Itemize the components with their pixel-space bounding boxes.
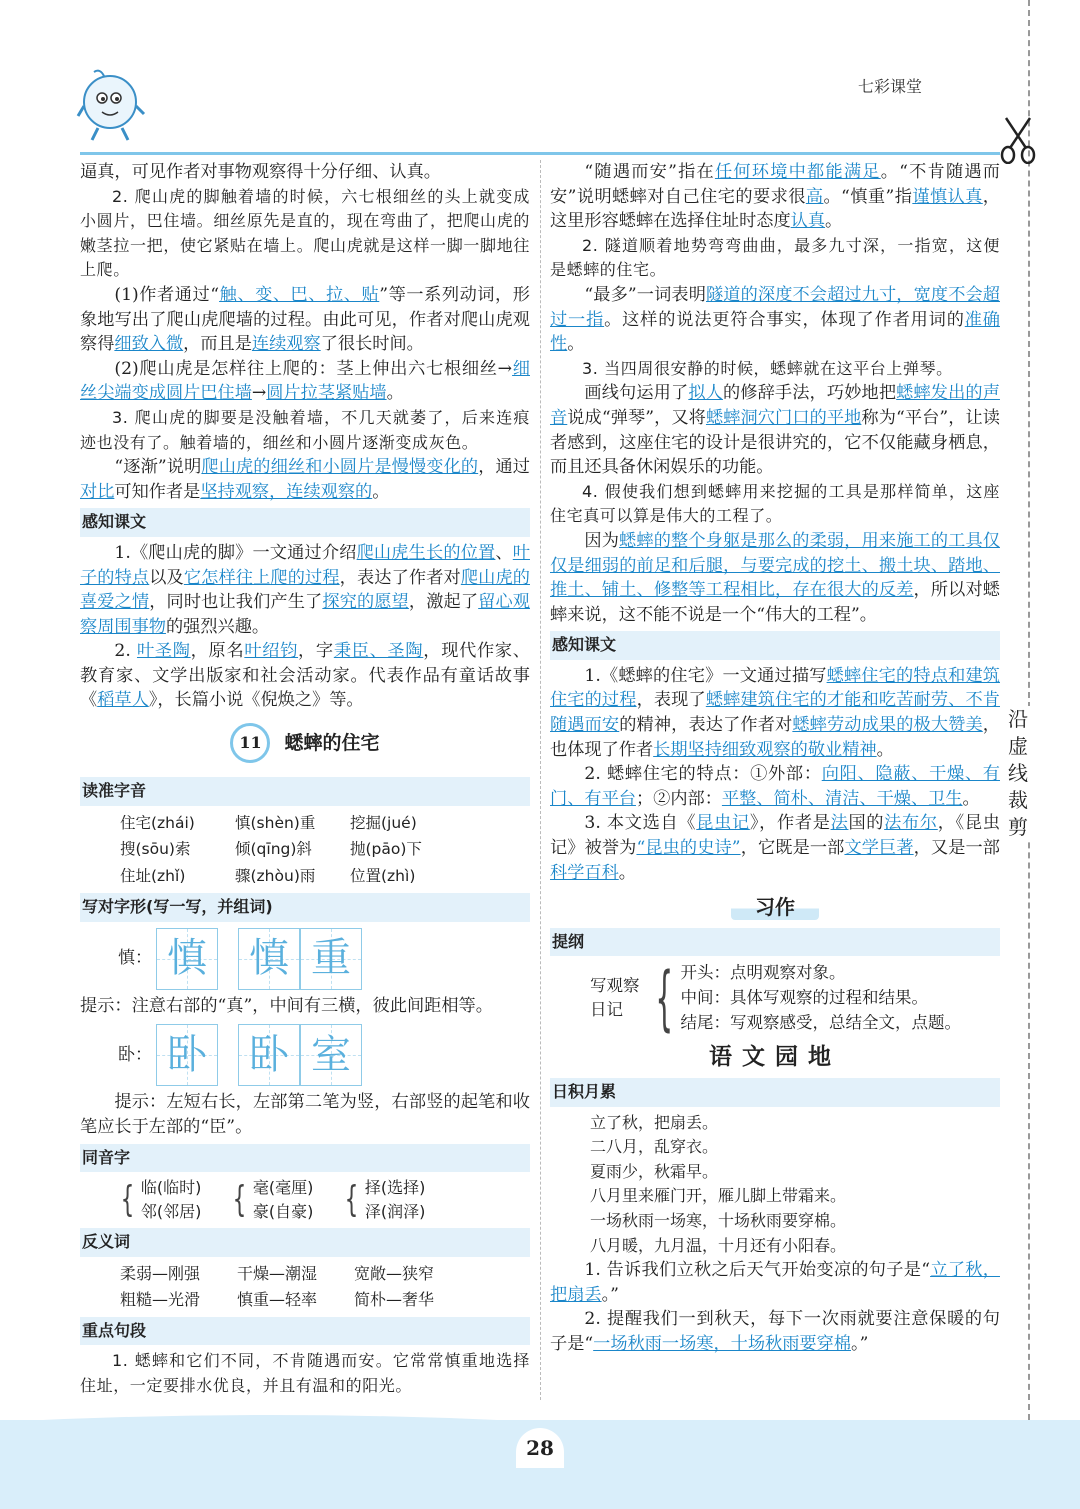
- paragraph: 画线句运用了拟人的修辞手法，巧妙地把蟋蟀发出的声音说成“弹琴”，又将蟋蟀洞穴门口的平地称为“平台”，让读者感到，这座住宅的设计是很讲究的，它不仅能藏身栖息，而且还具备休闲娱乐的功能。: [550, 383, 1000, 478]
- proverb: 二八月，乱穿衣。: [590, 1137, 719, 1157]
- lesson-number: 11: [230, 723, 270, 763]
- paragraph: (1)作者通过“触、变、巴、拉、贴”等一系列动词，形象地写出了爬山虎爬墙的过程。由此可见，作者对爬山虎观察得细致入微，而且是连续观察了很长时间。: [80, 284, 530, 355]
- quoted-sentence: 2. 隧道顺着地势弯弯曲曲，最多九寸深，一指宽，这便是蟋蟀的住宅。: [550, 235, 1000, 280]
- mascot-icon: [76, 66, 148, 146]
- section-heading: 感知课文: [550, 631, 1000, 660]
- paragraph: “随遇而安”指在任何环境中都能满足。“不肯随遇而安”说明蟋蟀对自己住宅的要求很高。“慎重”指谨慎认真，这里形容蟋蟀在选择住址时态度认真。: [550, 162, 1000, 232]
- paragraph: 1.《蟋蟀的住宅》一文通过描写蟋蟀住宅的特点和建筑住宅的过程，表现了蟋蟀建筑住宅的才能和吃苦耐劳、不肯随遇而安的精神，表达了作者对蟋蟀劳动成果的极大赞美，也体现了作者长期坚持细致观察的敬业精神。: [550, 665, 1000, 760]
- homophone-pair: { 毫(毫厘) 豪(自豪): [232, 1178, 314, 1222]
- pinyin-row: 住址(zhǐ) 骤(zhòu)雨 位置(zhì): [120, 866, 416, 885]
- page-number: 28: [516, 1428, 564, 1468]
- paragraph: 2. 提醒我们一到秋天，每下一次雨就要注意保暖的句子是“一场秋雨一场寒，十场秋雨要穿棉。”: [550, 1309, 1000, 1354]
- proverb: 夏雨少，秋霜早。: [590, 1161, 719, 1181]
- paragraph: 1. 告诉我们立秋之后天气开始变凉的句子是“立了秋，把扇丢。”: [550, 1260, 1000, 1305]
- paragraph: 3. 本文选自《昆虫记》，作者是法国的法布尔，《昆虫记》被誉为“昆虫的史诗”，它既是一部文学巨著，又是一部科学百科。: [550, 813, 1000, 883]
- character-grid: 慎: [156, 928, 218, 990]
- character-practice-row: [118, 1024, 530, 1086]
- quoted-sentence: 2. 爬山虎的脚触着墙的时候，六七根细丝的头上就变成小圆片，巴住墙。细丝原先是直的，现在弯曲了，把爬山虎的嫩茎拉一把，使它紧贴在墙上。爬山虎就是这样一脚一脚地往上爬。: [80, 186, 530, 280]
- lesson-title: 蟋蟀的住宅: [284, 731, 380, 754]
- header-brand: 七彩课堂: [858, 77, 923, 96]
- paragraph: “逐渐”说明爬山虎的细丝和小圆片是慢慢变化的，通过对比可知作者是坚持观察，连续观察的。: [80, 457, 530, 502]
- outline-item: 开头：点明观察对象。: [680, 963, 846, 983]
- character-grid: 卧: [156, 1024, 218, 1086]
- outline: 写观察日记 { 开头：点明观察对象。 中间：具体写观察的过程和结果。 结尾：写观察感受，总结全文，点题。: [590, 956, 962, 1039]
- left-column: [80, 160, 530, 1399]
- section-heading: 反义词: [80, 1228, 530, 1257]
- right-column: [550, 160, 1000, 1357]
- proverb: 八月暖，九月温，十月还有小阳春。: [590, 1235, 847, 1255]
- quoted-sentence: 1. 蟋蟀和它们不同，不肯随遇而安。它常常慎重地选择住址，一定要排水优良，并且有温和的阳光。: [80, 1351, 530, 1395]
- tip: 提示：左短右长，左部第二笔为竖，右部竖的起笔和收笔应长于左部的“臣”。: [80, 1092, 530, 1137]
- antonym-row: 粗糙—光滑 慎重—轻率 简朴—奢华: [120, 1289, 435, 1309]
- proverb: 立了秋，把扇丢。: [590, 1112, 719, 1132]
- antonym-row: 柔弱—刚强 干燥—潮湿 宽敞—狭窄: [120, 1263, 435, 1283]
- proverb: 八月里来雁门开，雁儿脚上带霜来。: [590, 1186, 847, 1206]
- character-practice-row: [118, 928, 530, 990]
- quoted-sentence: 3. 爬山虎的脚要是没触着墙，不几天就萎了，后来连痕迹也没有了。触着墙的，细丝和小圆片逐渐变成灰色。: [80, 407, 530, 452]
- paragraph: 1.《爬山虎的脚》一文通过介绍爬山虎生长的位置、叶子的特点以及它怎样往上爬的过程，表达了作者对爬山虎的喜爱之情，同时也让我们产生了探究的愿望，激起了留心观察周围事物的强烈兴趣。: [80, 542, 530, 637]
- paragraph: 逼真，可见作者对事物观察得十分仔细、认真。: [80, 162, 441, 182]
- section-heading: 提纲: [550, 928, 1000, 957]
- scissors-icon: [998, 116, 1038, 164]
- character-label: 卧：: [118, 1045, 152, 1066]
- character-label: 慎：: [118, 948, 152, 969]
- outline-item: 结尾：写观察感受，总结全文，点题。: [680, 1013, 962, 1033]
- paragraph: 2. 蟋蟀住宅的特点：①外部：向阳、隐蔽、干燥、有门、有平台；②内部：平整、简朴、清洁、干燥、卫生。: [550, 764, 1000, 809]
- section-title-xizuo: 习作: [550, 895, 1000, 920]
- paragraph: 因为蟋蟀的整个身躯是那么的柔弱，用来施工的工具仅仅是细弱的前足和后腿，与要完成的挖土、搬土块、踏地、推土、铺土、修整等工程相比，存在很大的反差，所以对蟋蟀来说，这不能不说是一个“伟大的工程”。: [550, 530, 1000, 625]
- section-heading: 读准字音: [80, 777, 530, 806]
- character-grid: 慎: [238, 928, 300, 990]
- homophone-list: [80, 1176, 530, 1224]
- paragraph: (2)爬山虎是怎样往上爬的：茎上伸出六七根细丝→细丝尖端变成圆片巴住墙→圆片拉茎紧贴墙。: [80, 358, 530, 404]
- outline-item: 中间：具体写观察的过程和结果。: [680, 988, 929, 1008]
- section-heading: 感知课文: [80, 508, 530, 537]
- homophone-pair: { 临(临时) 邻(邻居): [120, 1178, 202, 1222]
- header-rule: [80, 152, 1000, 155]
- paragraph: 2. 叶圣陶，原名叶绍钧，字秉臣、圣陶，现代作家、教育家、文学出版家和社会活动家。代表作品有童话故事《稻草人》，长篇小说《倪焕之》等。: [80, 641, 530, 711]
- quoted-sentence: 4. 假使我们想到蟋蟀用来挖掘的工具是那样简单，这座住宅真可以算是伟大的工程了。: [550, 481, 1000, 526]
- section-heading: 日积月累: [550, 1078, 1000, 1107]
- outline-label: 写观察日记: [590, 975, 640, 1019]
- character-grid: 卧: [238, 1024, 300, 1086]
- proverb: 一场秋雨一场寒，十场秋雨要穿棉。: [590, 1210, 847, 1230]
- paragraph: “最多”一词表明隧道的深度不会超过九寸，宽度不会超过一指。这样的说法更符合事实，体现了作者用词的准确性。: [550, 284, 1000, 355]
- pinyin-row: 住宅(zhái) 慎(shèn)重 挖掘(jué): [120, 813, 417, 832]
- homophone-pair: { 择(选择) 泽(润泽): [344, 1178, 426, 1222]
- cut-instruction: 沿虚线裁剪: [1008, 707, 1028, 839]
- character-grid: 重: [300, 928, 362, 990]
- tip: 提示：注意右部的“真”，中间有三横，彼此间距相等。: [80, 995, 493, 1016]
- section-heading: 写对字形(写一写，并组词): [80, 893, 530, 922]
- section-title-yuwen: 语文园地: [709, 1044, 841, 1071]
- lesson-heading: [80, 723, 530, 763]
- character-grid: 室: [300, 1024, 362, 1086]
- pinyin-row: 搜(sōu)索 倾(qīng)斜 抛(pāo)下: [120, 840, 422, 859]
- column-divider: [540, 160, 541, 1400]
- section-heading: 同音字: [80, 1144, 530, 1173]
- section-heading: 重点句段: [80, 1317, 530, 1346]
- quoted-sentence: 3. 当四周很安静的时候，蟋蟀就在这平台上弹琴。: [582, 358, 953, 378]
